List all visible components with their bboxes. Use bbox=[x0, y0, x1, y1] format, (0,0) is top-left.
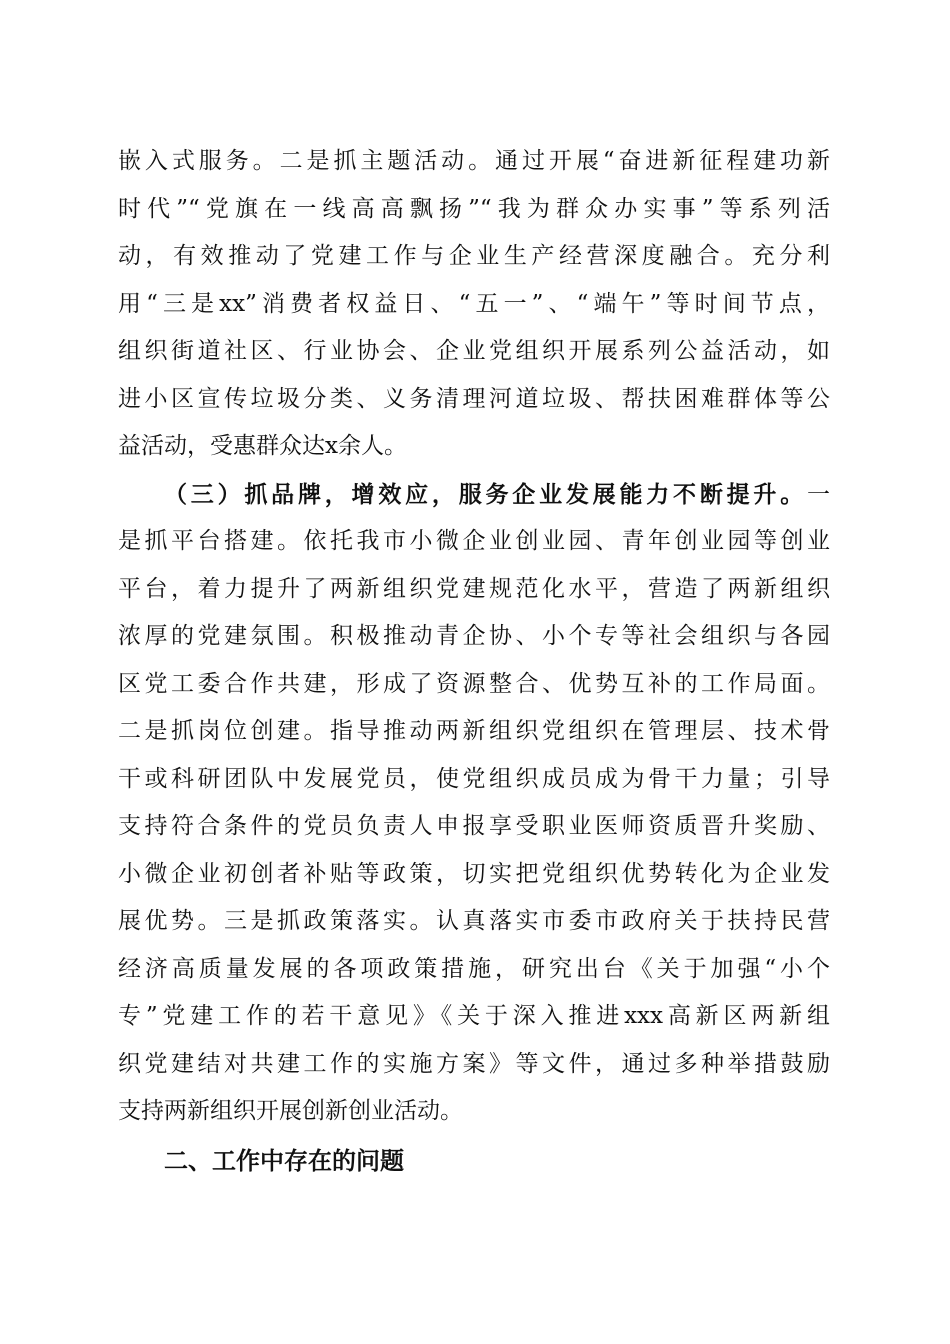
paragraph-brand bbox=[118, 471, 830, 1136]
text-line: 是抓平台搭建。依托我市小微企业创业园、青年创业园等创业 bbox=[118, 528, 830, 554]
text-line: 浓厚的党建氛围。积极推动青企协、小个专等社会组织与各园 bbox=[118, 623, 830, 649]
document-page bbox=[118, 138, 830, 1185]
text-line: 专”党建工作的若干意见》《关于深入推进xxx高新区两新组 bbox=[118, 1003, 830, 1029]
subsection-heading: （三）抓品牌，增效应，服务企业发展能力不断提升。 bbox=[164, 480, 807, 508]
section-heading: 二、工作中存在的问题 bbox=[164, 1146, 404, 1175]
text-line: 支持符合条件的党员负责人申报享受职业医师资质晋升奖励、 bbox=[118, 813, 830, 839]
text-line: 经济高质量发展的各项政策措施，研究出台《关于加强“小个 bbox=[118, 955, 830, 982]
text-line: 区党工委合作共建，形成了资源整合、优势互补的工作局面。 bbox=[118, 670, 830, 697]
text-line: 支持两新组织开展创新创业活动。 bbox=[118, 1098, 463, 1124]
text-line: 小微企业初创者补贴等政策，切实把党组织优势转化为企业发 bbox=[118, 860, 830, 887]
text-line: 动，有效推动了党建工作与企业生产经营深度融合。充分利 bbox=[118, 243, 830, 269]
text-fragment: 一 bbox=[807, 481, 830, 508]
text-line: 时代”“党旗在一线高高飘扬”“我为群众办实事”等系列活 bbox=[118, 195, 830, 222]
text-line: 织党建结对共建工作的实施方案》等文件，通过多种举措鼓励 bbox=[118, 1050, 830, 1077]
subsection-first-line bbox=[118, 471, 830, 519]
text-line: 用“三是xx”消费者权益日、“五一”、“端午”等时间节点， bbox=[118, 290, 830, 317]
text-line: 干或科研团队中发展党员，使党组织成员成为骨干力量；引导 bbox=[118, 765, 830, 792]
text-line: 展优势。三是抓政策落实。认真落实市委市政府关于扶持民营 bbox=[118, 908, 830, 934]
text-line: 嵌入式服务。二是抓主题活动。通过开展“奋进新征程建功新 bbox=[118, 148, 830, 174]
text-line: 益活动，受惠群众达x余人。 bbox=[118, 433, 407, 459]
text-line: 组织街道社区、行业协会、企业党组织开展系列公益活动，如 bbox=[118, 338, 830, 364]
text-line: 二是抓岗位创建。指导推动两新组织党组织在管理层、技术骨 bbox=[118, 718, 830, 744]
text-line: 进小区宣传垃圾分类、义务清理河道垃圾、帮扶困难群体等公 bbox=[118, 385, 830, 412]
paragraph-activities bbox=[118, 138, 830, 471]
text-line: 平台，着力提升了两新组织党建规范化水平，营造了两新组织 bbox=[118, 575, 830, 602]
